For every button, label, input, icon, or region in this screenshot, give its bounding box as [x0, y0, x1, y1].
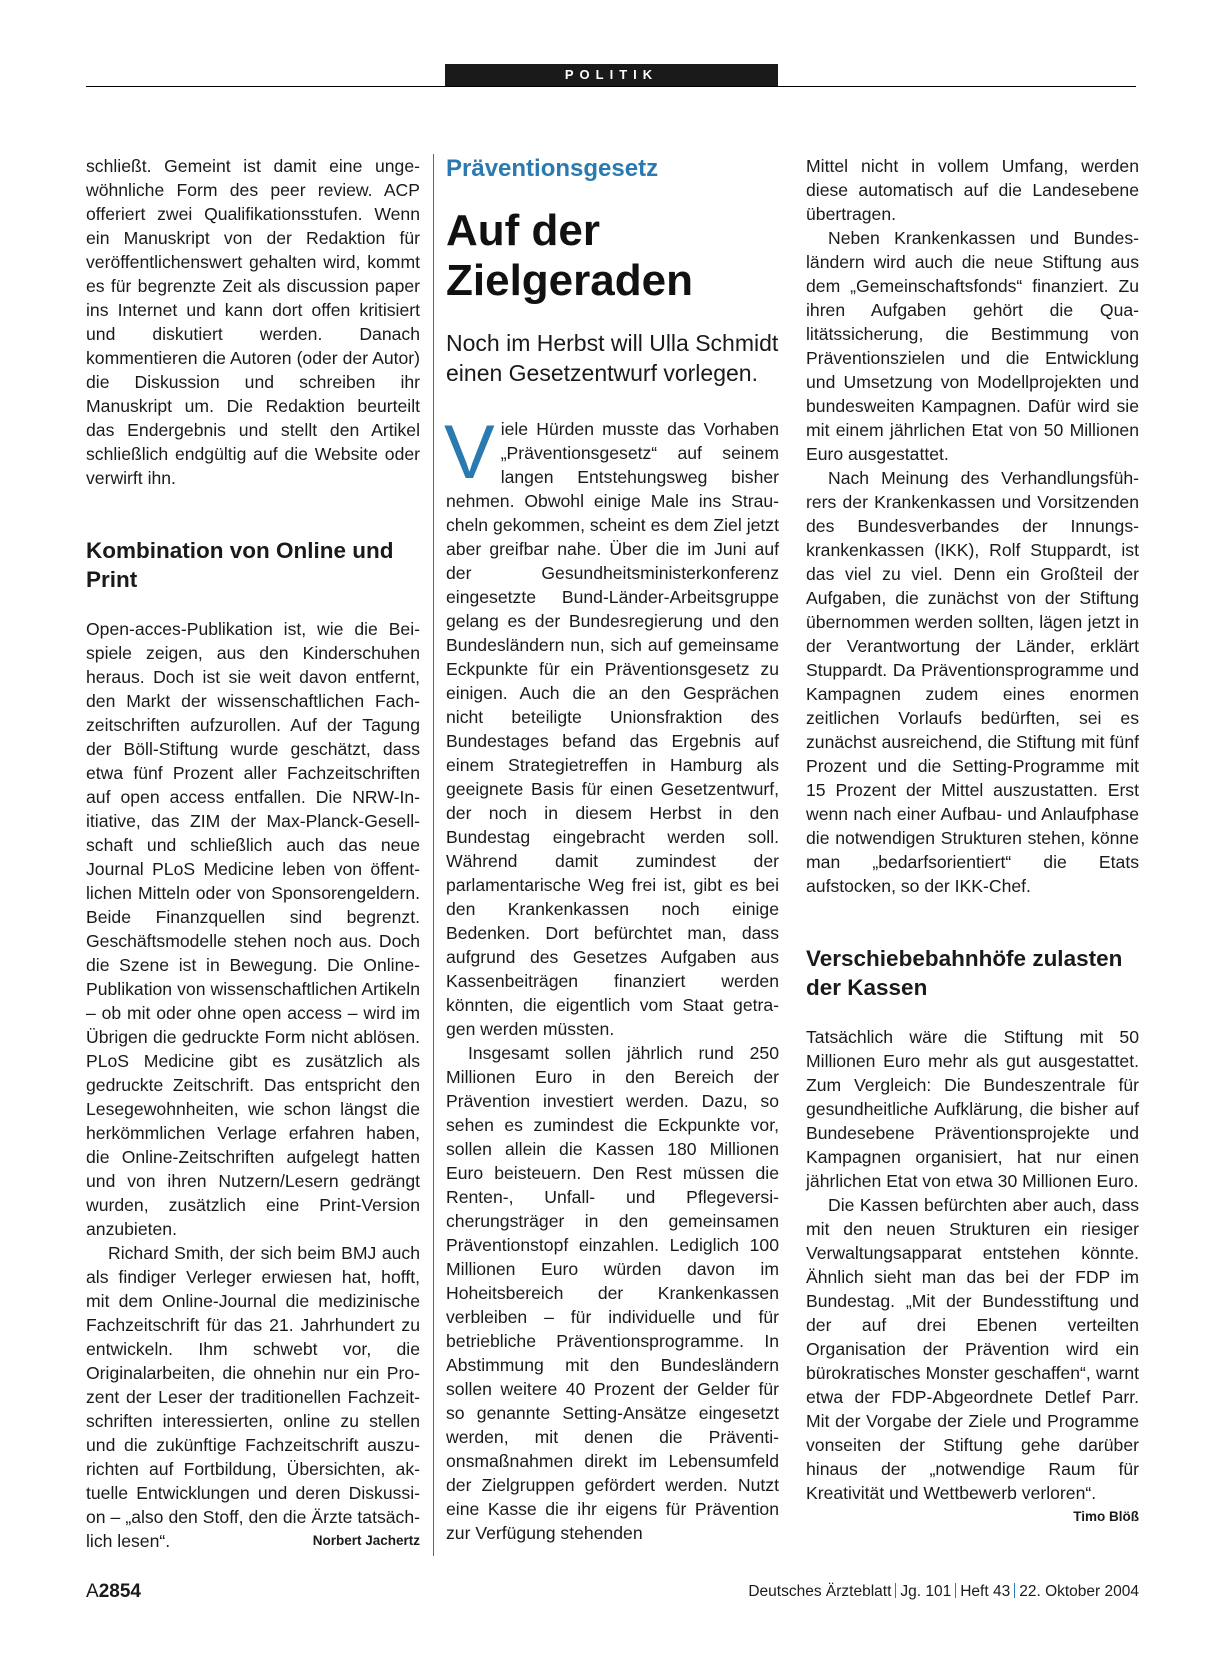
header-rule [86, 86, 1136, 87]
paragraph [806, 1193, 1139, 1524]
separator [955, 1583, 956, 1598]
article-kicker: Präventionsgesetz [446, 155, 659, 182]
separator [1014, 1583, 1015, 1598]
page-number [86, 1581, 141, 1603]
paragraph: Tatsächlich wäre die Stiftung mit 50 Millionen Euro mehr als gut ausgestattet. Zum Vergleich: Die Bundeszentrale für gesundheitliche Aufklärung, die bisher auf Bundesebene Präventionsprojekte und Kampagnen organisiert, hat nur einen jährlichen Etat von etwa 30 Millionen Euro. [806, 1027, 1139, 1191]
journal-name: Deutsches Ärzteblatt [748, 1583, 892, 1600]
paragraph: Insgesamt sollen jährlich rund 250 Millionen Euro in den Bereich der Prävention investiert werden. Dazu, so sehen es zumindest die Eckpunkte vor, sollen allein die Kassen 180 Millionen Euro beisteuern. Den Rest müssen die Renten-, Unfall- und Pflegeversicherungsträger in den gemeinsamen Präventionstopf einzahlen. Lediglich 100 Millionen Euro würden davon im Hoheitsbereich der Krankenkassen verbleiben – für individuelle und für betriebliche Präventionsprogramme. In Abstimmung mit den Bundesländern sollen weitere 40 Prozent der Gelder für so genannte Setting-Ansätze eingesetzt werden, mit denen die Präventionsmaßnahmen direkt im Lebensumfeld der Zielgruppen gefördert werden. Nutzt eine Kasse die ihr eigens für Prävention zur Verfügung stehenden [446, 1043, 779, 1543]
column-divider [433, 154, 434, 1556]
column-middle [446, 154, 779, 1545]
journal-volume: Jg. 101 [900, 1583, 952, 1600]
article-headline: Auf der Zielgeraden [446, 206, 693, 305]
page-number-value: 2854 [98, 1581, 141, 1602]
separator [895, 1583, 896, 1598]
drop-cap: V [444, 410, 495, 495]
page-prefix: A [86, 1581, 99, 1602]
paragraph: Nach Meinung des Verhandlungsführers der Krankenkassen und Vorsitzenden des Bundesverbandes der Innungskrankenkassen (IKK), Rolf Stuppardt, ist das viel zu viel. Denn ein Großteil der Aufgaben, die zunächst von der Stiftung übernommen werden sollten, lägen jetzt in der Verantwortung der Länder, erklärt Stuppardt. Da Präventionsprogramme und Kampagnen zudem eines enormen zeitlichen Vorlaufs bedürften, sei es zunächst ausreichend, die Stiftung mit fünf Prozent und die Setting-Programme mit 15 Prozent der Mittel auszustatten. Erst wenn nach einer Aufbau- und Anlaufphase die notwendigen Strukturen stehen, könne man „bedarfsorientiert“ die Etats aufstocken, so der IKK-Chef. [806, 468, 1139, 896]
section-label: POLITIK [445, 64, 778, 86]
author-byline: Norbert Jachertz [312, 1533, 420, 1548]
paragraph: schließt. Gemeint ist damit eine ungewöhnliche Form des peer review. ACP offeriert zwei Qualifikationsstufen. Wenn ein Manuskript von der Redaktion für veröffentlichenswert gehalten wird, kommt es für begrenzte Zeit als discussion paper ins Internet und kann dort offen kritisiert und diskutiert werden. Danach kommentieren die Autoren (oder der Autor) die Diskussion und schreiben ihr Manuskript um. Die Redaktion beurteilt das Endergebnis und stellt den Artikel schließlich endgültig auf die Website oder verwirft ihn. [86, 156, 420, 488]
paragraph: Neben Krankenkassen und Bundesländern wird auch die neue Stiftung aus dem „Gemeinschaftsfonds“ finanziert. Zu ihren Aufgaben gehört die Qualitätssicherung, die Bestimmung von Präventionszielen und die Entwicklung und Umsetzung von Modellprojekten und bundesweiten Kampagnen. Dafür wird sie mit einem jährlichen Etat von 50 Millionen Euro ausgestattet. [806, 228, 1139, 464]
subheading: Verschiebebahnhöfe zulasten der Kassen [806, 946, 1123, 1000]
column-right [806, 154, 1139, 1529]
paragraph [444, 410, 779, 1041]
paragraph [86, 1241, 420, 1553]
paragraph-text: iele Hürden musste das Vorhaben „Präventionsgesetz“ auf seinem langen Entstehungsweg bisher nehmen. Obwohl einige Male ins Straucheln gekommen, scheint es dem Ziel jetzt aber greifbar nahe. Über die im Juni auf der Gesundheitsministerkonferenz eingesetzte Bund-Länder-Arbeitsgruppe gelang es der Bundesregierung und den Bundesländern nun, sich auf gemeinsame Eckpunkte für ein Präventionsgesetz zu einigen. Auch die an den Gesprächen nicht beteiligte Unionsfraktion des Bundestages befand das Ergebnis auf einem Strategietreffen in Hamburg als geeignete Basis für einen Gesetzentwurf, der noch in diesem Herbst in den Bundestag eingebracht werden soll. Während damit zumindest der parlamentarische Weg frei ist, gibt es bei den Krankenkassen noch einige Bedenken. Dort befürchtet man, dass aufgrund des Gesetzes Aufgaben aus Kassenbeiträgen finanziert werden könnten, die eigentlich vom Staat getragen werden müssten. [446, 419, 779, 1039]
subheading: Kombination von Online und Print [86, 538, 394, 592]
journal-info [748, 1583, 1139, 1601]
column-left [86, 154, 420, 1553]
journal-issue: Heft 43 [960, 1583, 1011, 1600]
paragraph: Mittel nicht in vollem Umfang, werden diese automatisch auf die Landesebene übertragen. [806, 156, 1139, 224]
author-byline: Timo Blöß [1073, 1509, 1139, 1524]
paragraph-text: Die Kassen befürchten aber auch, dass mit den neuen Strukturen ein riesiger Verwaltungsapparat entstehen könnte. Ähnlich sieht man das bei der FDP im Bundestag. „Mit der Bundesstiftung und der auf drei Ebenen verteilten Organisation der Prävention wird ein bürokratisches Monster geschaffen“, warnt etwa der FDP-Abgeordnete Detlef Parr. Mit der Vorgabe der Ziele und Programme vonseiten der Stiftung gehe darüber hinaus der „notwendige Raum für Kreativität und Wettbewerb verloren“. [806, 1195, 1139, 1503]
paragraph: Open-acces-Publikation ist, wie die Beispiele zeigen, aus den Kinderschuhen heraus. Doch ist sie weit davon entfernt, den Markt der wissenschaftlichen Fachzeitschriften aufzurollen. Auf der Tagung der Böll-Stiftung wurde geschätzt, dass etwa fünf Prozent aller Fachzeitschriften auf open access entfallen. Die NRW-Initiative, das ZIM der Max-Planck-Gesellschaft und schließlich auch das neue Journal PLoS Medicine leben von öffentlichen Mitteln oder von Sponsorengeldern. Beide Finanzquellen sind begrenzt. Geschäftsmodelle stehen noch aus. Doch die Szene ist in Bewegung. Die Online-Publikation von wissenschaftlichen Artikeln – ob mit oder ohne open access – wird im Übrigen die gedruckte Form nicht ablösen. PLoS Medicine gibt es zusätzlich als gedruckte Zeitschrift. Das entspricht den Lesegewohnheiten, wie schon längst die herkömmlichen Verlage erfahren haben, die Online-Zeitschriften aufgelegt hatten und von ihren Nutzern/Lesern gedrängt wurden, zusätzlich eine Print-Version anzubieten. [86, 619, 420, 1239]
journal-date: 22. Oktober 2004 [1019, 1583, 1139, 1600]
article-lead: Noch im Herbst will Ulla Schmidt einen Gesetzentwurf vorlegen. [446, 330, 779, 386]
paragraph-text: Richard Smith, der sich beim BMJ auch als findiger Verleger erwiesen hat, hofft, mit dem Online-Journal die medizinische Fachzeitschrift für das 21. Jahrhundert zu entwickeln. Ihm schwebt vor, die Originalarbeiten, die ohnehin nur ein Prozent der Leser der traditionellen Fachzeitschriften interessierten, online zu stellen und die zukünftige Fachzeitschrift auszurichten auf Fortbildung, Übersichten, aktuelle Entwicklungen und deren Diskussion – „also den Stoff, den die Ärzte tatsächlich lesen“. [86, 1243, 420, 1551]
